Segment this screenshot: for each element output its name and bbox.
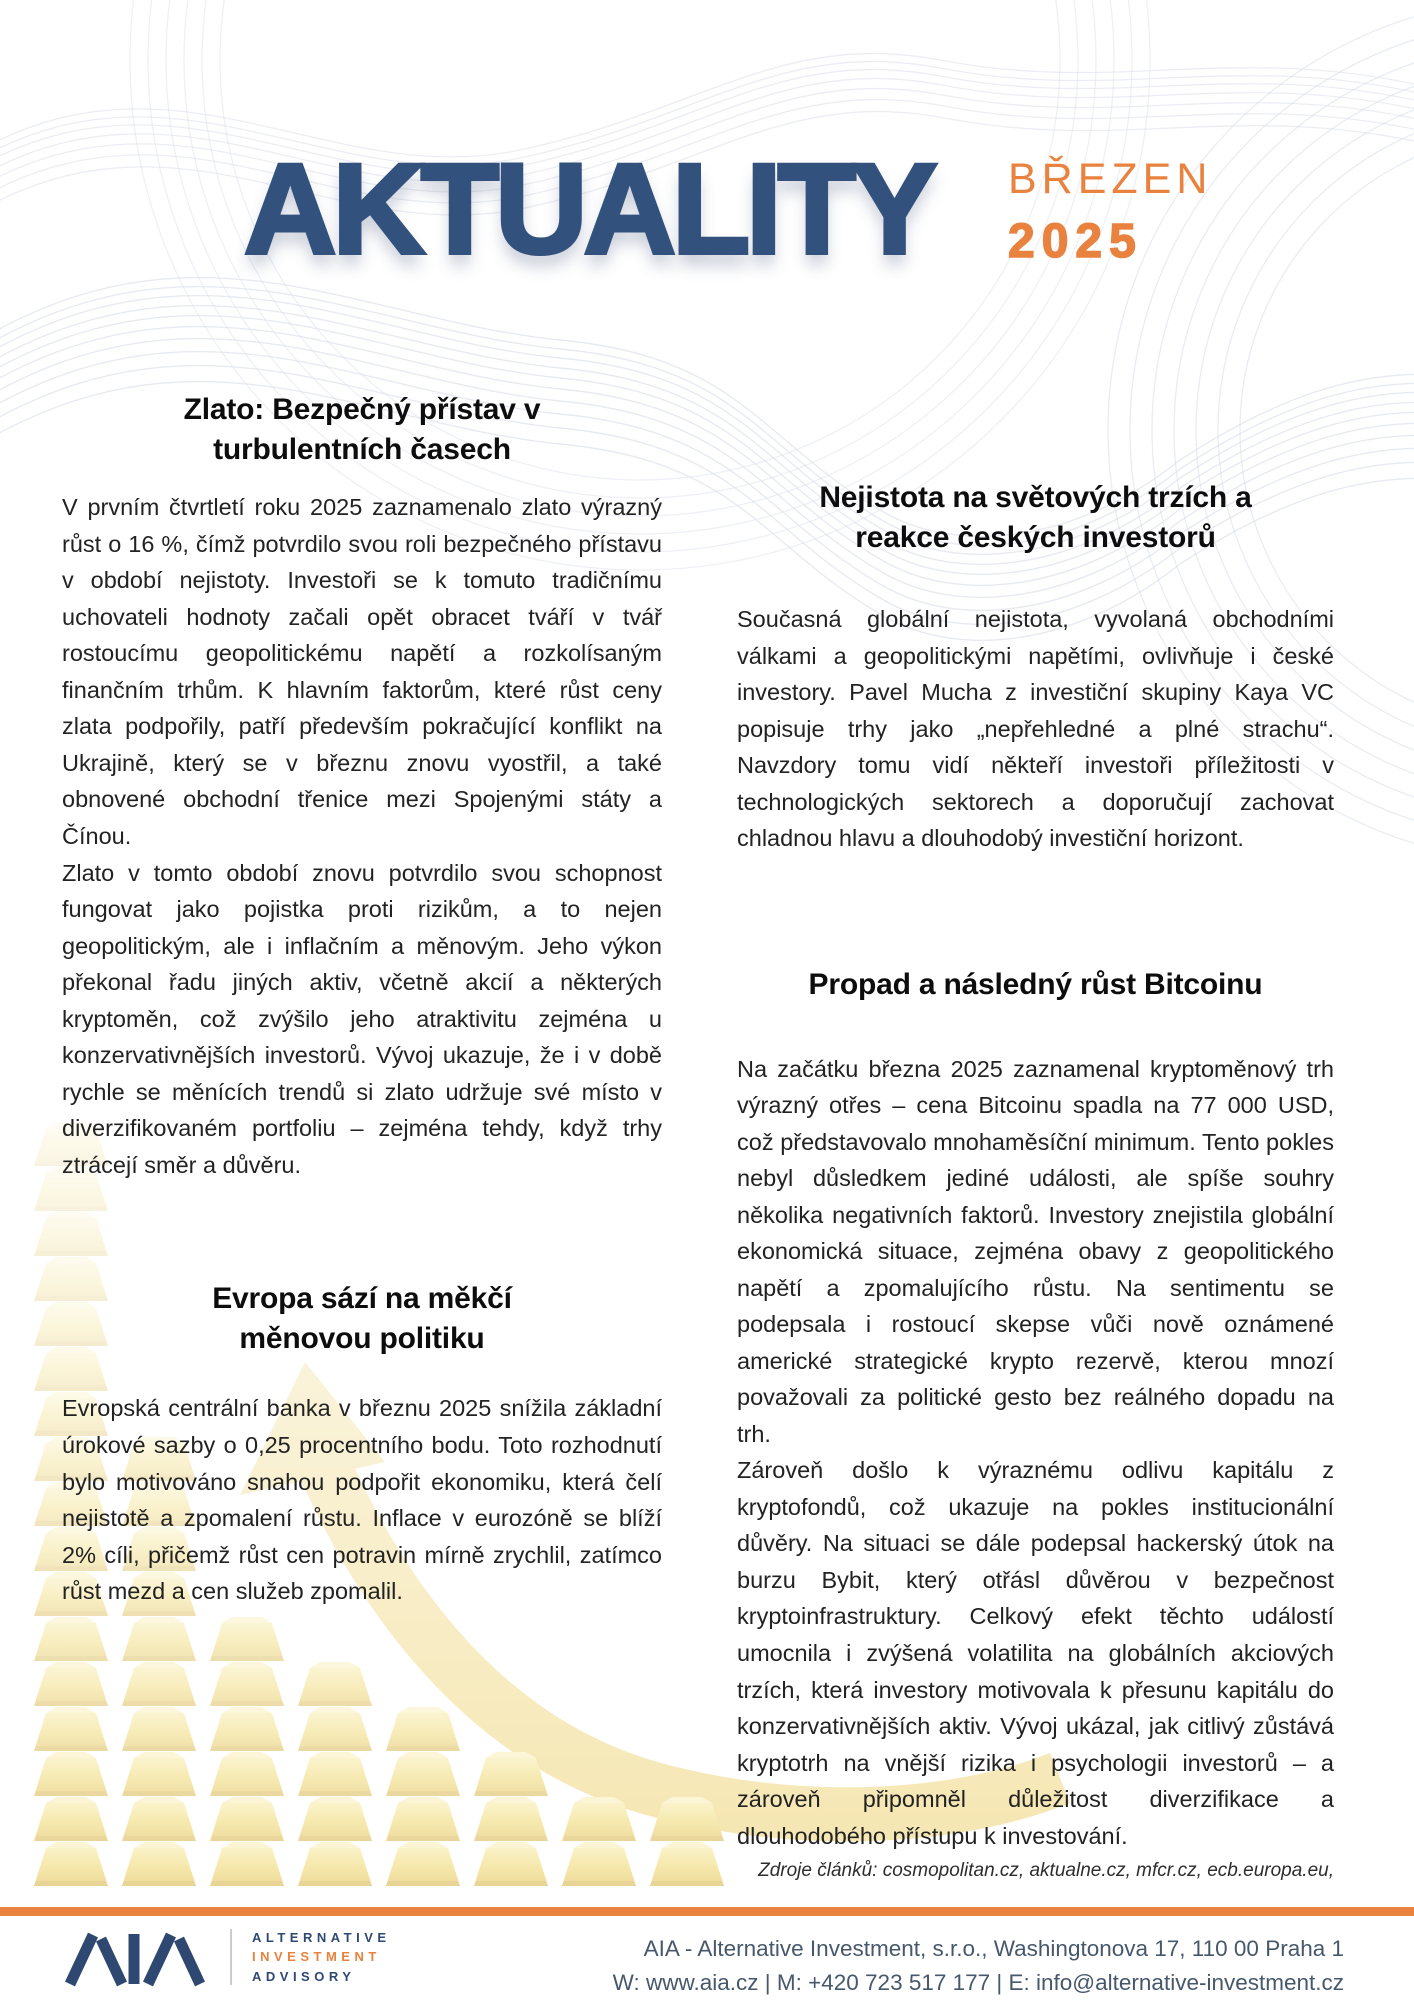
article-market-uncertainty xyxy=(737,478,1334,857)
footer-accent-bar xyxy=(0,1907,1414,1916)
article-paragraph: Na začátku března 2025 zaznamenal kryptoměnový trh výrazný otřes – cena Bitcoinu spadla na 77 000 USD, což představovalo mnohaměsíční minimum. Tento pokles nebyl důsledkem jediné události, ale spíše souhry několika negativních faktorů. Investory znejistila globální ekonomická situace, zejména obavy z geopolitického napětí a zpomalujícího růstu. Na sentimentu se podepsala i rostoucí skepse vůči nově oznámené americké strategické krypto rezervě, kterou mnozí považovali za politické gesto bez reálného dopadu na trh. xyxy=(737,1055,1334,1447)
article-bitcoin xyxy=(737,965,1334,1854)
logo-word-advisory: ADVISORY xyxy=(252,1968,356,1984)
newsletter-title: AKTUALITY xyxy=(244,138,934,281)
issue-year: 2025 xyxy=(1008,215,1143,268)
article-ecb-policy xyxy=(62,1279,662,1609)
article-title: Nejistota na světových trzích a reakce českých investorů xyxy=(819,481,1252,554)
logo-wordmark xyxy=(252,1930,391,1985)
aia-logo xyxy=(60,1926,391,1988)
article-title: Zlato: Bezpečný přístav v turbulentních časech xyxy=(183,393,541,466)
article-paragraph: Evropská centrální banka v březnu 2025 snížila základní úrokové sazby o 0,25 procentního bodu. Toto rozhodnutí bylo motivováno snahou podpořit ekonomiku, která čelí nejistotě a zpomalení růstu. Inflace v eurozóně se blíží 2% cíli, přičemž růst cen potravin mírně zrychlil, zatímco růst mezd a cen služeb zpomalil. xyxy=(62,1395,662,1605)
article-gold xyxy=(62,390,662,1183)
left-column xyxy=(62,390,662,1610)
aia-logo-mark-icon xyxy=(60,1926,212,1988)
article-title: Evropa sází na měkčí měnovou politiku xyxy=(212,1282,512,1355)
logo-word-alternative: ALTERNATIVE xyxy=(252,1929,391,1945)
issue-month: BŘEZEN xyxy=(1008,155,1213,203)
company-contacts: W: www.aia.cz | M: +420 723 517 177 | E: info@alternative-investment.cz xyxy=(612,1969,1344,1995)
article-paragraph: Zároveň došlo k výraznému odlivu kapitálu z kryptofondů, což ukazuje na pokles institucionální důvěry. Na situaci se dále podepsal hackerský útok na burzu Bybit, který otřásl důvěrou v bezpečnost kryptoinfrastruktury. Celkový efekt těchto událostí umocnila i zvýšená volatilita na globálních akciových trzích, která investory motivovala k přesunu kapitálu do konzervativnějších aktiv. Vývoj ukázal, jak citlivý zůstává kryptotrh na vnější rizika i psychologii investorů – a zároveň připomněl důležitost diverzifikace a dlouhodobého přístupu k investování. xyxy=(737,1457,1334,1849)
article-title: Propad a následný růst Bitcoinu xyxy=(808,967,1263,1001)
logo-word-investment: INVESTMENT xyxy=(252,1949,381,1965)
company-address: AIA - Alternative Investment, s.r.o., Washingtonova 17, 110 00 Praha 1 xyxy=(643,1936,1344,1961)
logo-divider xyxy=(230,1929,232,1985)
sources-note: Zdroje článků: cosmopolitan.cz, aktualne.cz, mfcr.cz, ecb.europa.eu, xyxy=(758,1860,1334,1881)
issue-date xyxy=(1008,155,1213,268)
article-paragraph: Současná globální nejistota, vyvolaná obchodními válkami a geopolitickými napětími, ovlivňuje i české investory. Pavel Mucha z investiční skupiny Kaya VC popisuje trhy jako „nepřehledné a plné strachu“. Navzdory tomu vidí někteří investoři příležitosti v technologických sektorech a doporučují zachovat chladnou hlavu a dlouhodobý investiční horizont. xyxy=(737,606,1334,852)
article-paragraph: Zlato v tomto období znovu potvrdilo svou schopnost fungovat jako pojistka proti rizikům, a to nejen geopolitickým, ale i inflačním a měnovým. Jeho výkon překonal řadu jiných aktiv, včetně akcií a některých kryptoměn, což zvýšilo jeho atraktivitu zejména u konzervativnějších investorů. Vývoj ukazuje, že i v době rychle se měnících trendů si zlato udržuje své místo v diverzifikovaném portfoliu – zejména tehdy, když trhy ztrácejí směr a důvěru. xyxy=(62,859,662,1178)
right-column xyxy=(737,478,1334,1854)
footer-contact xyxy=(613,1932,1344,2000)
article-paragraph: V prvním čtvrtletí roku 2025 zaznamenalo zlato výrazný růst o 16 %, čímž potvrdilo svou roli bezpečného přístavu v období nejistoty. Investoři se k tomuto tradičnímu uchovateli hodnoty začali opět obracet tváří v tvář rostoucímu geopolitickému napětí a rozkolísaným finančním trhům. K hlavním faktorům, které růst ceny zlata podpořily, patří především pokračující konflikt na Ukrajině, který se v březnu znovu vyostřil, a také obnovené obchodní třenice mezi Spojenými státy a Čínou. xyxy=(62,494,662,849)
